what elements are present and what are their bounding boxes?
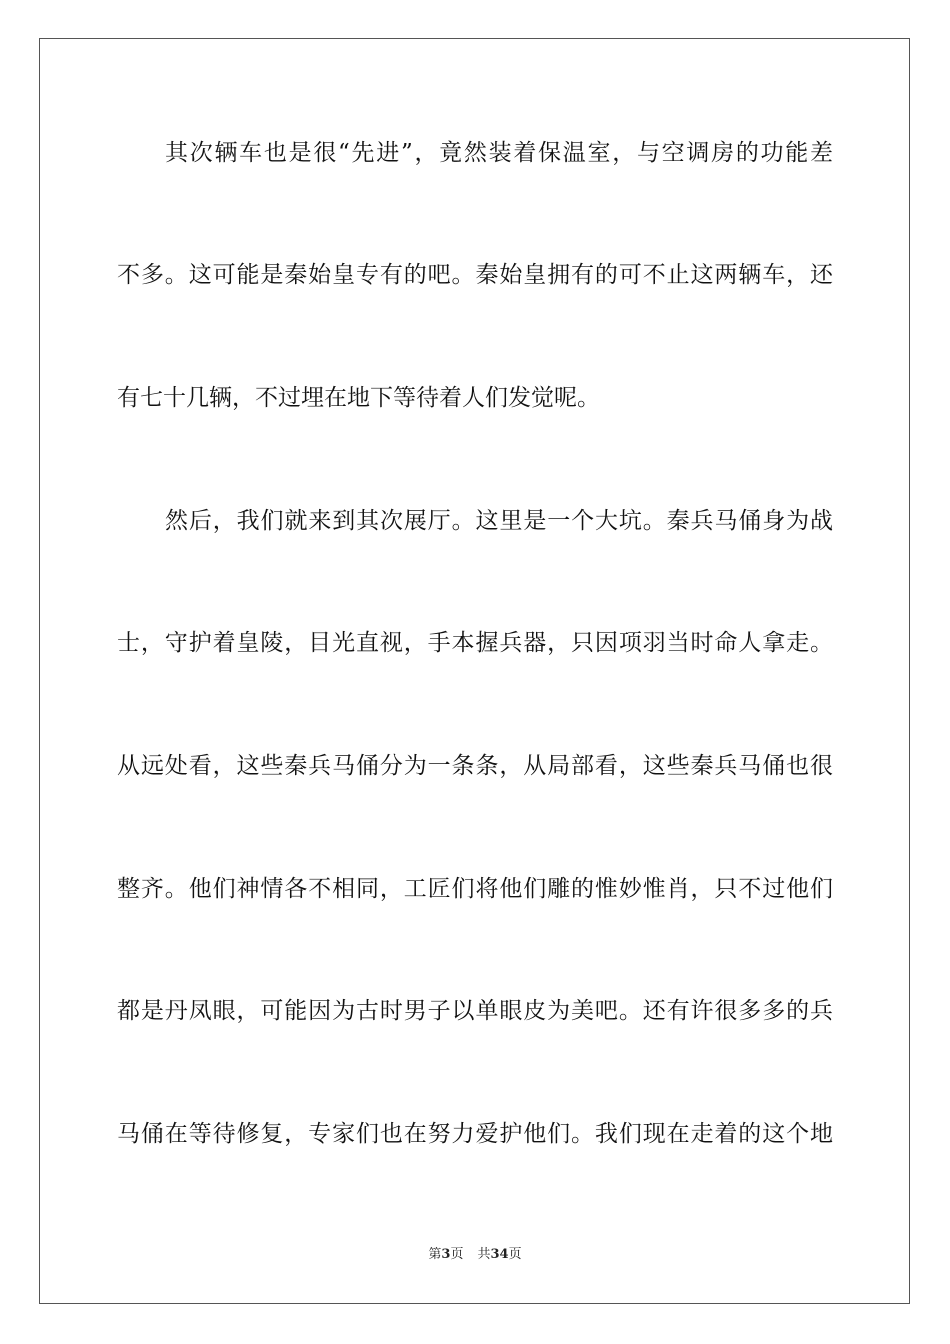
text-line: 其次辆车也是很“先进”，竟然装着保温室，与空调房的功能差 [165, 140, 833, 166]
total-pages: 34 [490, 1247, 509, 1262]
page-number: 3 [441, 1247, 451, 1262]
text-line: 整齐。他们神情各不相同，工匠们将他们雕的惟妙惟肖，只不过他们 [117, 876, 833, 902]
total-prefix: 共 [477, 1247, 491, 1262]
text-line: 从远处看，这些秦兵马俑分为一条条，从局部看，这些秦兵马俑也很 [117, 753, 833, 779]
text-line: 不多。这可能是秦始皇专有的吧。秦始皇拥有的可不止这两辆车，还 [117, 262, 833, 288]
page-border [39, 38, 910, 1304]
text-line: 都是丹凤眼，可能因为古时男子以单眼皮为美吧。还有许很多多的兵 [117, 998, 833, 1024]
total-suffix: 页 [508, 1247, 522, 1262]
page-footer [0, 1246, 950, 1264]
text-line: 士，守护着皇陵，目光直视，手本握兵器，只因项羽当时命人拿走。 [117, 630, 833, 656]
text-line: 然后，我们就来到其次展厅。这里是一个大坑。秦兵马俑身为战 [165, 508, 833, 534]
page-prefix: 第 [428, 1247, 442, 1262]
text-line: 有七十几辆，不过埋在地下等待着人们发觉呢。 [117, 385, 600, 411]
text-line: 马俑在等待修复，专家们也在努力爱护他们。我们现在走着的这个地 [117, 1121, 833, 1147]
page-suffix: 页 [450, 1247, 464, 1262]
